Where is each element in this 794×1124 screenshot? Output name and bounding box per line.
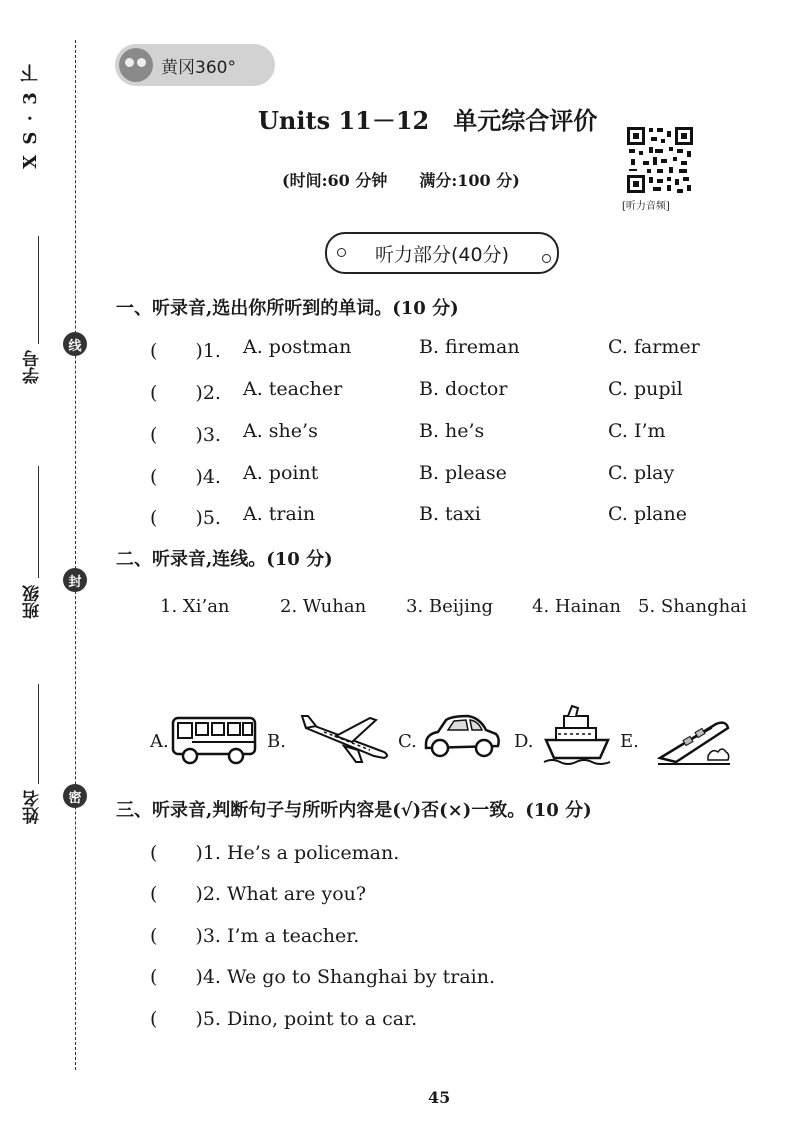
class-line [38, 466, 39, 578]
part3-item[interactable]: ( )4. We go to Shanghai by train. [150, 966, 496, 988]
option-c: C. I’m [608, 420, 666, 442]
listening-section-banner [325, 232, 559, 274]
picture-letter-a: A. [150, 731, 169, 752]
car-icon[interactable] [422, 712, 502, 762]
binding-dashed-line [75, 40, 76, 1070]
part3-item[interactable]: ( )1. He’s a policeman. [150, 842, 400, 864]
bus-icon[interactable] [170, 712, 258, 766]
option-c: C. plane [608, 503, 687, 525]
section-banner-text: 听力部分(40分) [374, 243, 509, 266]
option-a: A. point [243, 462, 319, 484]
item-number[interactable]: ( )1. [150, 340, 221, 362]
item-number[interactable]: ( )5. [150, 507, 221, 529]
option-b: B. please [419, 462, 507, 484]
option-b: B. taxi [419, 503, 481, 525]
book-code: X S · 3 下 [20, 62, 41, 169]
option-a: A. postman [243, 336, 352, 358]
seal-secret-mark: 密 [63, 784, 87, 808]
plane-icon[interactable] [300, 712, 392, 766]
class-label: 班级 [23, 585, 43, 619]
option-c: C. farmer [608, 336, 700, 358]
picture-letter-c: C. [398, 731, 417, 752]
item-number[interactable]: ( )3. [150, 424, 221, 446]
item-number[interactable]: ( )4. [150, 466, 221, 488]
item-number[interactable]: ( )2. [150, 382, 221, 404]
brand-badge [115, 44, 275, 86]
picture-letter-d: D. [514, 731, 534, 752]
seal-seal-mark: 封 [63, 568, 87, 592]
student-number-label: 学号 [23, 350, 43, 384]
train-icon[interactable] [656, 712, 732, 766]
qr-code-icon[interactable] [625, 125, 695, 195]
name-line [38, 684, 39, 784]
city-hainan[interactable]: 4. Hainan [532, 596, 621, 617]
page-number: 45 [428, 1088, 451, 1107]
option-b: B. he’s [419, 420, 485, 442]
option-a: A. train [243, 503, 316, 525]
picture-letter-e: E. [620, 731, 639, 752]
part3-item[interactable]: ( )2. What are you? [150, 883, 367, 905]
part3-heading: 三、听录音,判断句子与所听内容是(√)否(×)一致。(10 分) [116, 800, 592, 821]
part2-heading: 二、听录音,连线。(10 分) [116, 549, 333, 570]
city-xian[interactable]: 1. Xi’an [160, 596, 230, 617]
picture-letter-b: B. [267, 731, 286, 752]
part3-item[interactable]: ( )3. I’m a teacher. [150, 925, 360, 947]
name-label: 姓名 [23, 790, 43, 824]
seal-line-mark: 线 [63, 332, 87, 356]
option-c: C. pupil [608, 378, 683, 400]
qr-caption: [听力音频] [622, 201, 670, 212]
city-beijing[interactable]: 3. Beijing [406, 596, 493, 617]
banner-dot-icon [542, 254, 551, 263]
city-shanghai[interactable]: 5. Shanghai [638, 596, 747, 617]
brand-logo-icon [119, 48, 153, 82]
option-b: B. fireman [419, 336, 520, 358]
exam-info: (时间:60 分钟 满分:100 分) [282, 171, 520, 190]
part3-item[interactable]: ( )5. Dino, point to a car. [150, 1008, 418, 1030]
option-a: A. teacher [243, 378, 343, 400]
student-number-line [38, 236, 39, 344]
option-b: B. doctor [419, 378, 508, 400]
page-title: Units 11－12 单元综合评价 [258, 106, 598, 135]
option-a: A. she’s [243, 420, 318, 442]
ship-icon[interactable] [542, 704, 612, 768]
banner-dot-icon [337, 248, 346, 257]
brand-text: 黄冈360° [161, 57, 236, 78]
part1-heading: 一、听录音,选出你所听到的单词。(10 分) [116, 298, 459, 319]
city-wuhan[interactable]: 2. Wuhan [280, 596, 367, 617]
option-c: C. play [608, 462, 675, 484]
